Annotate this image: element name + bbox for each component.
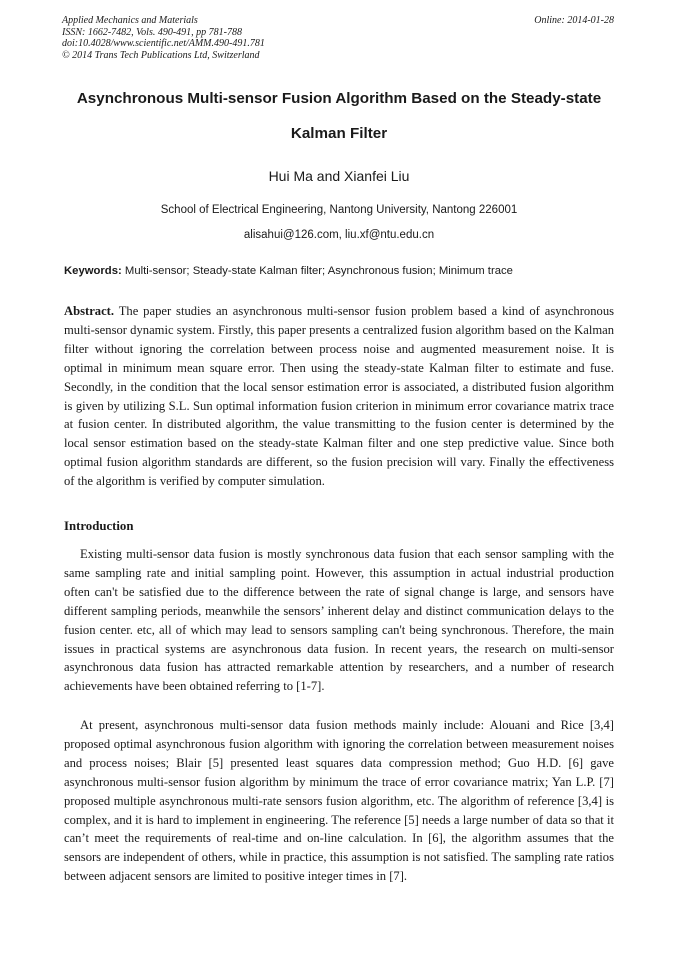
online-date: Online: 2014-01-28 — [534, 15, 614, 26]
authors: Hui Ma and Xianfei Liu — [268, 168, 410, 184]
doi-line[interactable]: doi:10.4028/www.scientific.net/AMM.490-491.781 — [62, 38, 265, 50]
paper-title-line2: Kalman Filter — [290, 125, 388, 142]
journal-header — [62, 15, 265, 61]
section-heading: Introduction — [64, 519, 134, 533]
journal-name: Applied Mechanics and Materials — [62, 15, 198, 26]
keywords-text: Multi-sensor; Steady-state Kalman filter; Asynchronous fusion; Minimum trace — [124, 265, 513, 277]
keywords — [64, 265, 616, 277]
paper-title-line1: Asynchronous Multi-sensor Fusion Algorithm Based on the Steady-state — [76, 90, 602, 107]
keywords-label: Keywords: — [64, 265, 122, 277]
author-emails[interactable]: alisahui@126.com, liu.xf@ntu.edu.cn — [243, 229, 435, 241]
abstract — [64, 302, 614, 491]
issn-line: ISSN: 1662-7482, Vols. 490-491, pp 781-788 — [62, 26, 242, 38]
abstract-text: The paper studies an asynchronous multi-sensor fusion problem based a kind of asynchronous multi-sensor dynamic system. Firstly, this paper presents a centralized fusion algorithm based on the Kalman filter without ignoring the correlation between process noise and augmented measurement noise. It is optimal in minimum mean square error. Then using the steady-state Kalman filter to estimate and fuse. Secondly, in the condition that the local sensor estimation error is associated, a distributed fusion algorithm is given by utilizing S.L. Sun optimal information fusion criterion in minimum error covariance matrix trace at fusion center. In distributed algorithm, the value transmitting to the fusion center is determined by the local sensor estimation based on the steady-state Kalman filter and one step predictive value. Since both optimal fusion algorithm standards are different, so the fusion precision will vary. Finally the effectiveness of the algorithm is verified by computer simulation. — [64, 304, 615, 489]
abstract-label: Abstract. — [64, 304, 115, 318]
intro-paragraph: At present, asynchronous multi-sensor data fusion methods mainly include: Alouani and Rice [3,4] proposed optimal asynchronous fusion algorithm with ignoring the correlation between measurement noises and process noises; Blair [5] presented least squares data compression method; Guo H.D. [6] gave asynchronous multi-sensor fusion algorithm by minimum the trace of error covariance matrix; Yan L.P. [7] proposed multiple asynchronous multi-rate sensors fusion algorithm, etc. The algorithm of reference [3,4] is complex, and it is hard to implement in engineering. The reference [5] needs a large number of data so that it can’t meet the requirements of real-time and on-line calculation. In [6], the algorithm assumes that the sensors are independent of others, while in practice, this assumption is not satisfied. The sampling rate ratios between adjacent sensors are limited to positive integer times in [7]. — [64, 718, 614, 884]
intro-paragraph: Existing multi-sensor data fusion is mostly synchronous data fusion that each sensor sampling with the same sampling rate and initial sampling point. However, this assumption in actual industrial production often can't be satisfied due to the difference between the rate of signal change is large, and sensors have different sampling periods, meanwhile the sensors’ inherent delay and distinct communication delays to the fusion center. etc, all of which may lead to sensors sampling can't being synchronous. Therefore, the main issues in practical systems are asynchronous data fusion. In recent years, the research on multi-sensor asynchronous data fusion has attracted remarkable attention by researchers, and a number of research achievements have been obtained referring to [1-7]. — [64, 547, 614, 694]
copyright-line: © 2014 Trans Tech Publications Ltd, Switzerland — [62, 49, 260, 61]
affiliation: School of Electrical Engineering, Nantong University, Nantong 226001 — [160, 204, 518, 216]
